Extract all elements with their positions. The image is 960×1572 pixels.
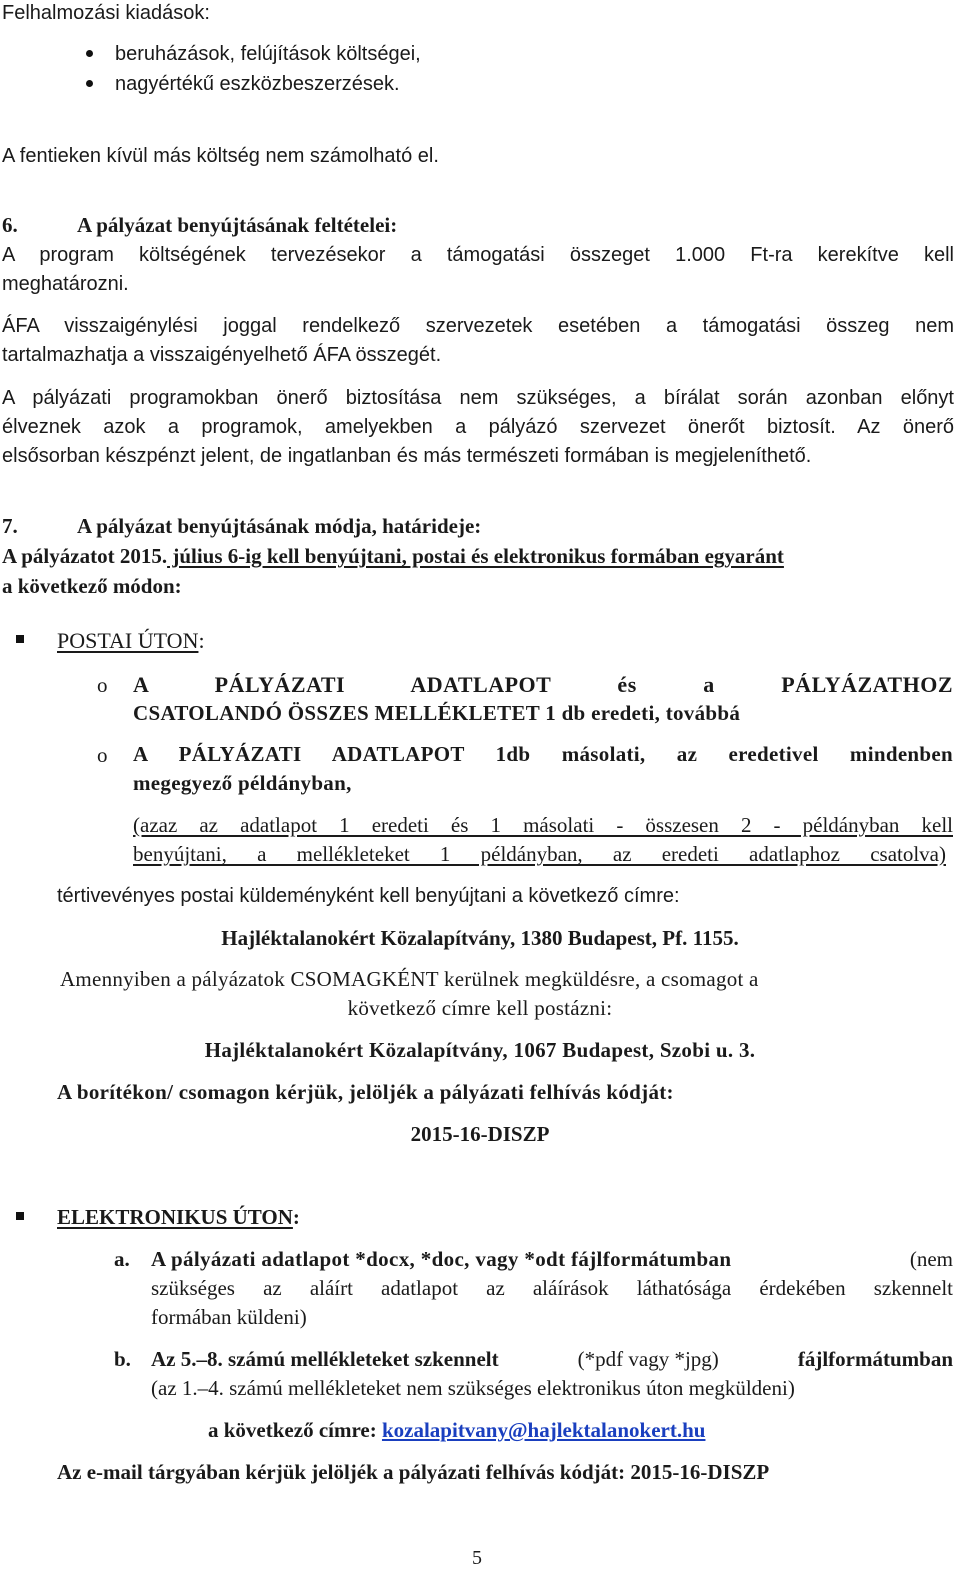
elektronikus-a-label: a. <box>114 1247 130 1271</box>
elektronikus-b-line2: (az 1.–4. számú mellékleteket nem szükséges elektronikus úton megküldeni) <box>151 1376 795 1400</box>
postai-note-line2: benyújtani, a mellékleteket 1 példányban, az eredeti adatlaphoz csatolva) <box>133 842 946 866</box>
square-bullet-icon <box>16 635 24 643</box>
sec7-deadline-underlined: július 6-ig kell benyújtani, postai és elektronikus formában egyaránt <box>167 544 784 568</box>
elektronikus-a-line1 <box>151 1249 953 1270</box>
elektronikus-heading-label: ELEKTRONIKUS ÚTON <box>57 1205 293 1229</box>
email-link[interactable]: kozalapitvany@hajlektalanokert.hu <box>381 1418 706 1442</box>
sec7-deadline-line1 <box>2 546 954 567</box>
postai-item1-line2: CSATOLANDÓ ÖSSZES MELLÉKLETET 1 db eredeti, továbbá <box>133 701 741 725</box>
sec6-p3-line1: A pályázati programokban önerő biztosítása nem szükséges, a bírálat során azonban előnyt <box>2 387 954 409</box>
elektronikus-b-line1 <box>151 1349 953 1370</box>
elektronikus-a-plain: (nem <box>909 1247 953 1271</box>
page-number: 5 <box>472 1547 482 1569</box>
postai-note-line1: (azaz az adatlapot 1 eredeti és 1 másolati - összesen 2 - példányban kell <box>133 813 953 837</box>
elektronikus-heading <box>57 1207 300 1228</box>
elektronikus-a-line2: szükséges az aláírt adatlapot az aláírások láthatósága érdekében szkennelt <box>151 1276 953 1300</box>
elektronikus-heading-colon: : <box>292 1205 300 1229</box>
postai-item2-line2: megegyező példányban, <box>133 771 352 795</box>
elektronikus-b-label: b. <box>114 1347 131 1371</box>
postai-tertivevenyes: tértivevényes postai küldeményként kell benyújtani a következő címre: <box>57 885 680 907</box>
circle-bullet-icon: o <box>97 743 108 767</box>
postai-item2-line1: A PÁLYÁZATI ADATLAPOT 1db másolati, az eredetivel mindenben <box>133 742 953 766</box>
section-6-title: A pályázat benyújtásának feltételei: <box>77 213 398 237</box>
square-bullet-icon <box>16 1212 24 1220</box>
bullet-dot-icon <box>86 80 93 87</box>
elektronikus-b-bold2: fájlformátumban <box>797 1347 953 1371</box>
heading-felhalmozasi: Felhalmozási kiadások: <box>2 2 210 24</box>
elektronikus-b-bold1: Az 5.–8. számú mellékleteket szkennelt <box>151 1347 499 1371</box>
postai-heading-label: POSTAI ÚTON <box>57 628 199 653</box>
elektronikus-email-line <box>208 1420 705 1441</box>
sec6-p3-line2: élveznek azok a programok, amelyekben a pályázó szervezet önerőt biztosít. Az önerő <box>2 416 954 438</box>
sec6-p3-line3: elsősorban készpénzt jelent, de ingatlanban és más természeti formában is megjeleníthető. <box>2 445 812 467</box>
postai-heading <box>57 630 205 652</box>
postai-csomag-line1: Amennyiben a pályázatok CSOMAGKÉNT kerülnek megküldésre, a csomagot a <box>60 967 759 991</box>
postai-heading-colon: : <box>198 628 205 653</box>
elektronikus-a-line3: formában küldeni) <box>151 1305 307 1329</box>
section-7-number: 7. <box>2 514 18 538</box>
bullet-dot-icon <box>86 50 93 57</box>
elektronikus-b-plain1: (*pdf vagy *jpg) <box>577 1347 719 1371</box>
section-6-number: 6. <box>2 213 18 237</box>
paragraph-nincs-mas: A fentieken kívül más költség nem számolható el. <box>2 145 439 167</box>
circle-bullet-icon: o <box>97 673 108 697</box>
postai-csomag-line2: következő címre kell postázni: <box>347 996 613 1020</box>
elektronikus-cimre-label: a következő címre: <box>208 1418 377 1442</box>
sec6-p2-line1: ÁFA visszaigénylési joggal rendelkező szervezetek esetében a támogatási összeg nem <box>2 315 954 337</box>
elektronikus-targy: Az e-mail tárgyában kérjük jelöljék a pályázati felhívás kódját: 2015-16-DISZP <box>57 1460 770 1484</box>
sec6-p1-line1: A program költségének tervezésekor a támogatási összeget 1.000 Ft-ra kerekítve kell <box>2 244 954 266</box>
list-item: beruházások, felújítások költségei, <box>115 43 421 65</box>
postai-item1-line1: A PÁLYÁZATI ADATLAPOT és a PÁLYÁZATHOZ <box>133 672 953 697</box>
list-item: nagyértékű eszközbeszerzések. <box>115 73 400 95</box>
postai-address-1: Hajléktalanokért Közalapítvány, 1380 Budapest, Pf. 1155. <box>221 926 739 950</box>
postai-address-2: Hajléktalanokért Közalapítvány, 1067 Budapest, Szobi u. 3. <box>204 1038 756 1062</box>
sec7-deadline-line2: a következő módon: <box>2 574 182 598</box>
postai-code: 2015-16-DISZP <box>410 1122 550 1146</box>
postai-boritek: A borítékon/ csomagon kérjük, jelöljék a pályázati felhívás kódját: <box>57 1080 674 1104</box>
sec6-p1-line2: meghatározni. <box>2 273 129 295</box>
elektronikus-a-bold: A pályázati adatlapot *docx, *doc, vagy *odt fájlformátumban <box>151 1247 732 1271</box>
sec7-deadline-plain: A pályázatot 2015. <box>2 544 168 568</box>
sec6-p2-line2: tartalmazhatja a visszaigényelhető ÁFA összegét. <box>2 344 442 366</box>
section-7-title: A pályázat benyújtásának módja, határideje: <box>77 514 482 538</box>
